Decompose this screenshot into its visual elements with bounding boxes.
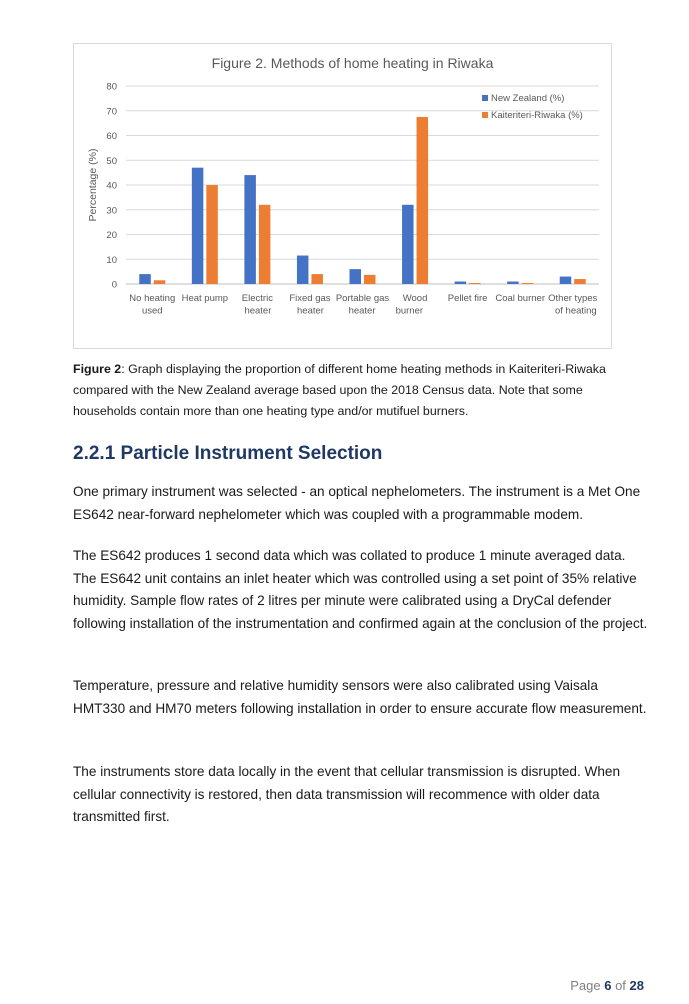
- bar: [522, 283, 534, 284]
- x-tick-label: Wood: [402, 293, 428, 304]
- x-tick-label: Pellet fire: [447, 293, 488, 304]
- page-number: [570, 978, 644, 993]
- chart-title: Figure 2. Methods of home heating in Riwaka: [211, 55, 494, 71]
- total-pages: 28: [629, 978, 644, 993]
- paragraph-1: One primary instrument was selected - an optical nephelometers. The instrument is a Met One ES642 near-forward nephelometer which was coupled with a programmable modem.: [73, 484, 641, 522]
- bar: [507, 282, 518, 284]
- y-tick-label: 30: [106, 205, 117, 217]
- bar: [311, 274, 323, 284]
- x-tick-label: used: [141, 305, 163, 317]
- y-tick-label: 10: [106, 254, 117, 266]
- bar: [244, 175, 256, 284]
- bar: [350, 269, 362, 284]
- y-tick-label: 70: [106, 106, 117, 118]
- bar: [560, 277, 572, 284]
- y-tick-label: 60: [106, 131, 117, 142]
- legend-label: New Zealand (%): [491, 93, 565, 104]
- x-tick-label: Coal burner: [495, 293, 545, 304]
- legend-label: Kaiteriteri-Riwaka (%): [491, 110, 583, 121]
- figure-caption: [73, 359, 643, 422]
- legend-swatch: [482, 95, 488, 101]
- x-tick-label: heater: [297, 305, 324, 317]
- x-tick-label: Portable gas: [335, 293, 390, 304]
- y-tick-label: 20: [106, 230, 117, 241]
- bar: [139, 274, 151, 284]
- current-page: 6: [604, 978, 612, 993]
- y-tick-label: 0: [111, 279, 117, 291]
- x-tick-label: heater: [244, 305, 272, 317]
- chart-figure-2: [73, 43, 612, 349]
- caption-text: : Graph displaying the proportion of different home heating methods in Kaiteriteri-Riwaka compared with the New Zealand average based upon the 2018 Census data. Note that some households contain more than one heating type and/or mutifuel burners.: [73, 362, 606, 418]
- y-axis-title: Percentage (%): [87, 148, 99, 222]
- y-tick-label: 80: [106, 81, 117, 93]
- bar: [192, 168, 204, 284]
- bar: [469, 283, 481, 284]
- x-tick-label: Other types: [548, 293, 598, 304]
- bar: [154, 280, 166, 284]
- x-tick-label: No heating: [129, 293, 176, 304]
- x-tick-label: Electric: [241, 293, 273, 304]
- of-word: of: [615, 978, 626, 993]
- bar: [259, 205, 271, 284]
- page-word: Page: [570, 978, 601, 993]
- x-tick-label: of heating: [554, 305, 597, 317]
- x-tick-label: Heat pump: [181, 293, 229, 304]
- x-tick-label: burner: [395, 305, 424, 317]
- bar: [364, 275, 376, 284]
- y-tick-label: 50: [106, 155, 117, 167]
- paragraph-3: Temperature, pressure and relative humidity sensors were also calibrated using Vaisala HMT330 and HM70 meters following installation in order to ensure accurate flow measurement.: [73, 678, 647, 716]
- x-tick-label: Fixed gas: [289, 293, 331, 304]
- caption-label: Figure 2: [73, 362, 122, 376]
- paragraph-4: The instruments store data locally in the event that cellular transmission is disrupted. When cellular connectivity is restored, then data transmission will recommence with older data transmitted first.: [73, 764, 621, 824]
- paragraph-2: The ES642 produces 1 second data which was collated to produce 1 minute averaged data. The ES642 unit contains an inlet heater which was controlled using a set point of 35% relative humidity. Sample flow rates of 2 litres per minute were calibrated using a DryCal defender following installation of the instrumentation and confirmed again at the conclusion of the project.: [73, 548, 648, 631]
- bar: [402, 205, 414, 284]
- heating-bar-chart: [74, 44, 613, 350]
- bar: [417, 117, 429, 284]
- y-tick-label: 40: [106, 180, 117, 192]
- legend-swatch: [482, 112, 488, 118]
- bar: [455, 282, 467, 284]
- bar: [297, 256, 309, 284]
- bar: [206, 185, 218, 284]
- section-heading: 2.2.1 Particle Instrument Selection: [73, 443, 383, 464]
- x-tick-label: heater: [348, 305, 376, 317]
- bar: [574, 279, 586, 284]
